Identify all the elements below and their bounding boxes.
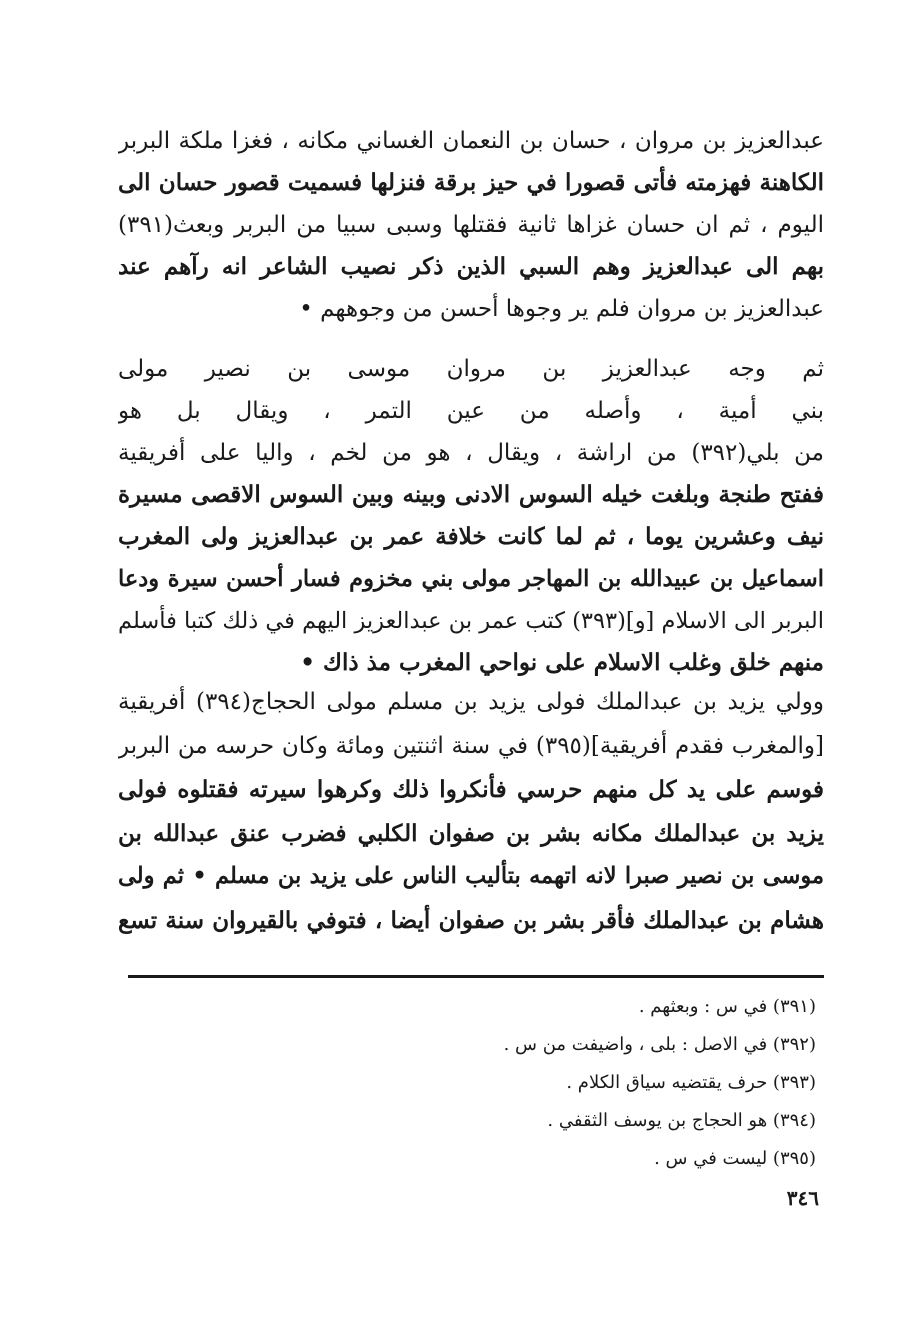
- text-line: نيف وعشرين يوما ، ثم لما كانت خلافة عمر بن عبدالعزيز ولى المغرب: [118, 523, 824, 550]
- text-line: ففتح طنجة وبلغت خيله السوس الادنى وبينه وبين السوس الاقصى مسيرة: [118, 481, 824, 508]
- page-number: ٣٤٦: [786, 1186, 819, 1210]
- footnote: (٣٩٢) في الاصل : بلى ، واضيفت من س .: [503, 1034, 816, 1055]
- text-line: عبدالعزيز بن مروان فلم ير وجوها أحسن من وجوههم •: [299, 296, 824, 322]
- text-line: منهم خلق وغلب الاسلام على نواحي المغرب مذ ذاك •: [300, 649, 824, 676]
- text-line: البربر الى الاسلام [و](٣٩٣) كتب عمر بن عبدالعزيز اليهم في ذلك كتبا فأسلم: [118, 608, 824, 634]
- footnote: (٣٩٤) هو الحجاج بن يوسف الثقفي .: [547, 1110, 816, 1131]
- footnote-divider: [128, 975, 824, 978]
- paragraph-1: [118, 120, 824, 330]
- text-line: اليوم ، ثم ان حسان غزاها ثانية فقتلها وسبى سبيا من البربر وبعث(٣٩١): [118, 212, 824, 238]
- text-line: وولي يزيد بن عبدالملك فولى يزيد بن مسلم مولى الحجاج(٣٩٤) أفريقية: [118, 689, 824, 715]
- footnotes: [118, 988, 824, 1178]
- text-line: من بلي(٣٩٢) من اراشة ، ويقال ، هو من لخم ، واليا على أفريقية: [118, 440, 824, 466]
- text-line: [والمغرب فقدم أفريقية](٣٩٥) في سنة اثنتين ومائة وكان حرسه من البربر: [118, 732, 824, 759]
- text-line: ثم وجه عبدالعزيز بن مروان موسى بن نصير مولى: [118, 356, 824, 382]
- text-line: الكاهنة فهزمته فأتى قصورا في حيز برقة فنزلها فسميت قصور حسان الى: [118, 169, 824, 196]
- text-line: يزيد بن عبدالملك مكانه بشر بن صفوان الكلبي فضرب عنق عبدالله بن: [118, 819, 824, 847]
- text-line: اسماعيل بن عبيدالله بن المهاجر مولى بني مخزوم فسار أحسن سيرة ودعا: [118, 566, 824, 592]
- paragraph-2: [118, 348, 824, 684]
- text-line: فوسم على يد كل منهم حرسي فأنكروا ذلك وكرهوا سيرته فقتلوه فولى: [118, 776, 824, 803]
- text-line: هشام بن عبدالملك فأقر بشر بن صفوان أيضا ، فتوفي بالقيروان سنة تسع: [118, 906, 824, 934]
- text-line: بهم الى عبدالعزيز وهم السبي الذين ذكر نصيب الشاعر انه رآهم عند: [118, 253, 824, 280]
- footnote: (٣٩٥) ليست في س .: [654, 1148, 816, 1169]
- footnote: (٣٩١) في س : وبعثهم .: [638, 996, 816, 1017]
- text-line: عبدالعزيز بن مروان ، حسان بن النعمان الغساني مكانه ، فغزا ملكة البربر: [118, 128, 824, 154]
- text-line: بني أمية ، وأصله من عين التمر ، ويقال بل هو: [118, 398, 824, 424]
- footnote: (٣٩٣) حرف يقتضيه سياق الكلام .: [566, 1072, 816, 1093]
- text-line: موسى بن نصير صبرا لانه اتهمه بتأليب الناس على يزيد بن مسلم • ثم ولى: [118, 863, 824, 889]
- paragraph-3: [118, 681, 824, 942]
